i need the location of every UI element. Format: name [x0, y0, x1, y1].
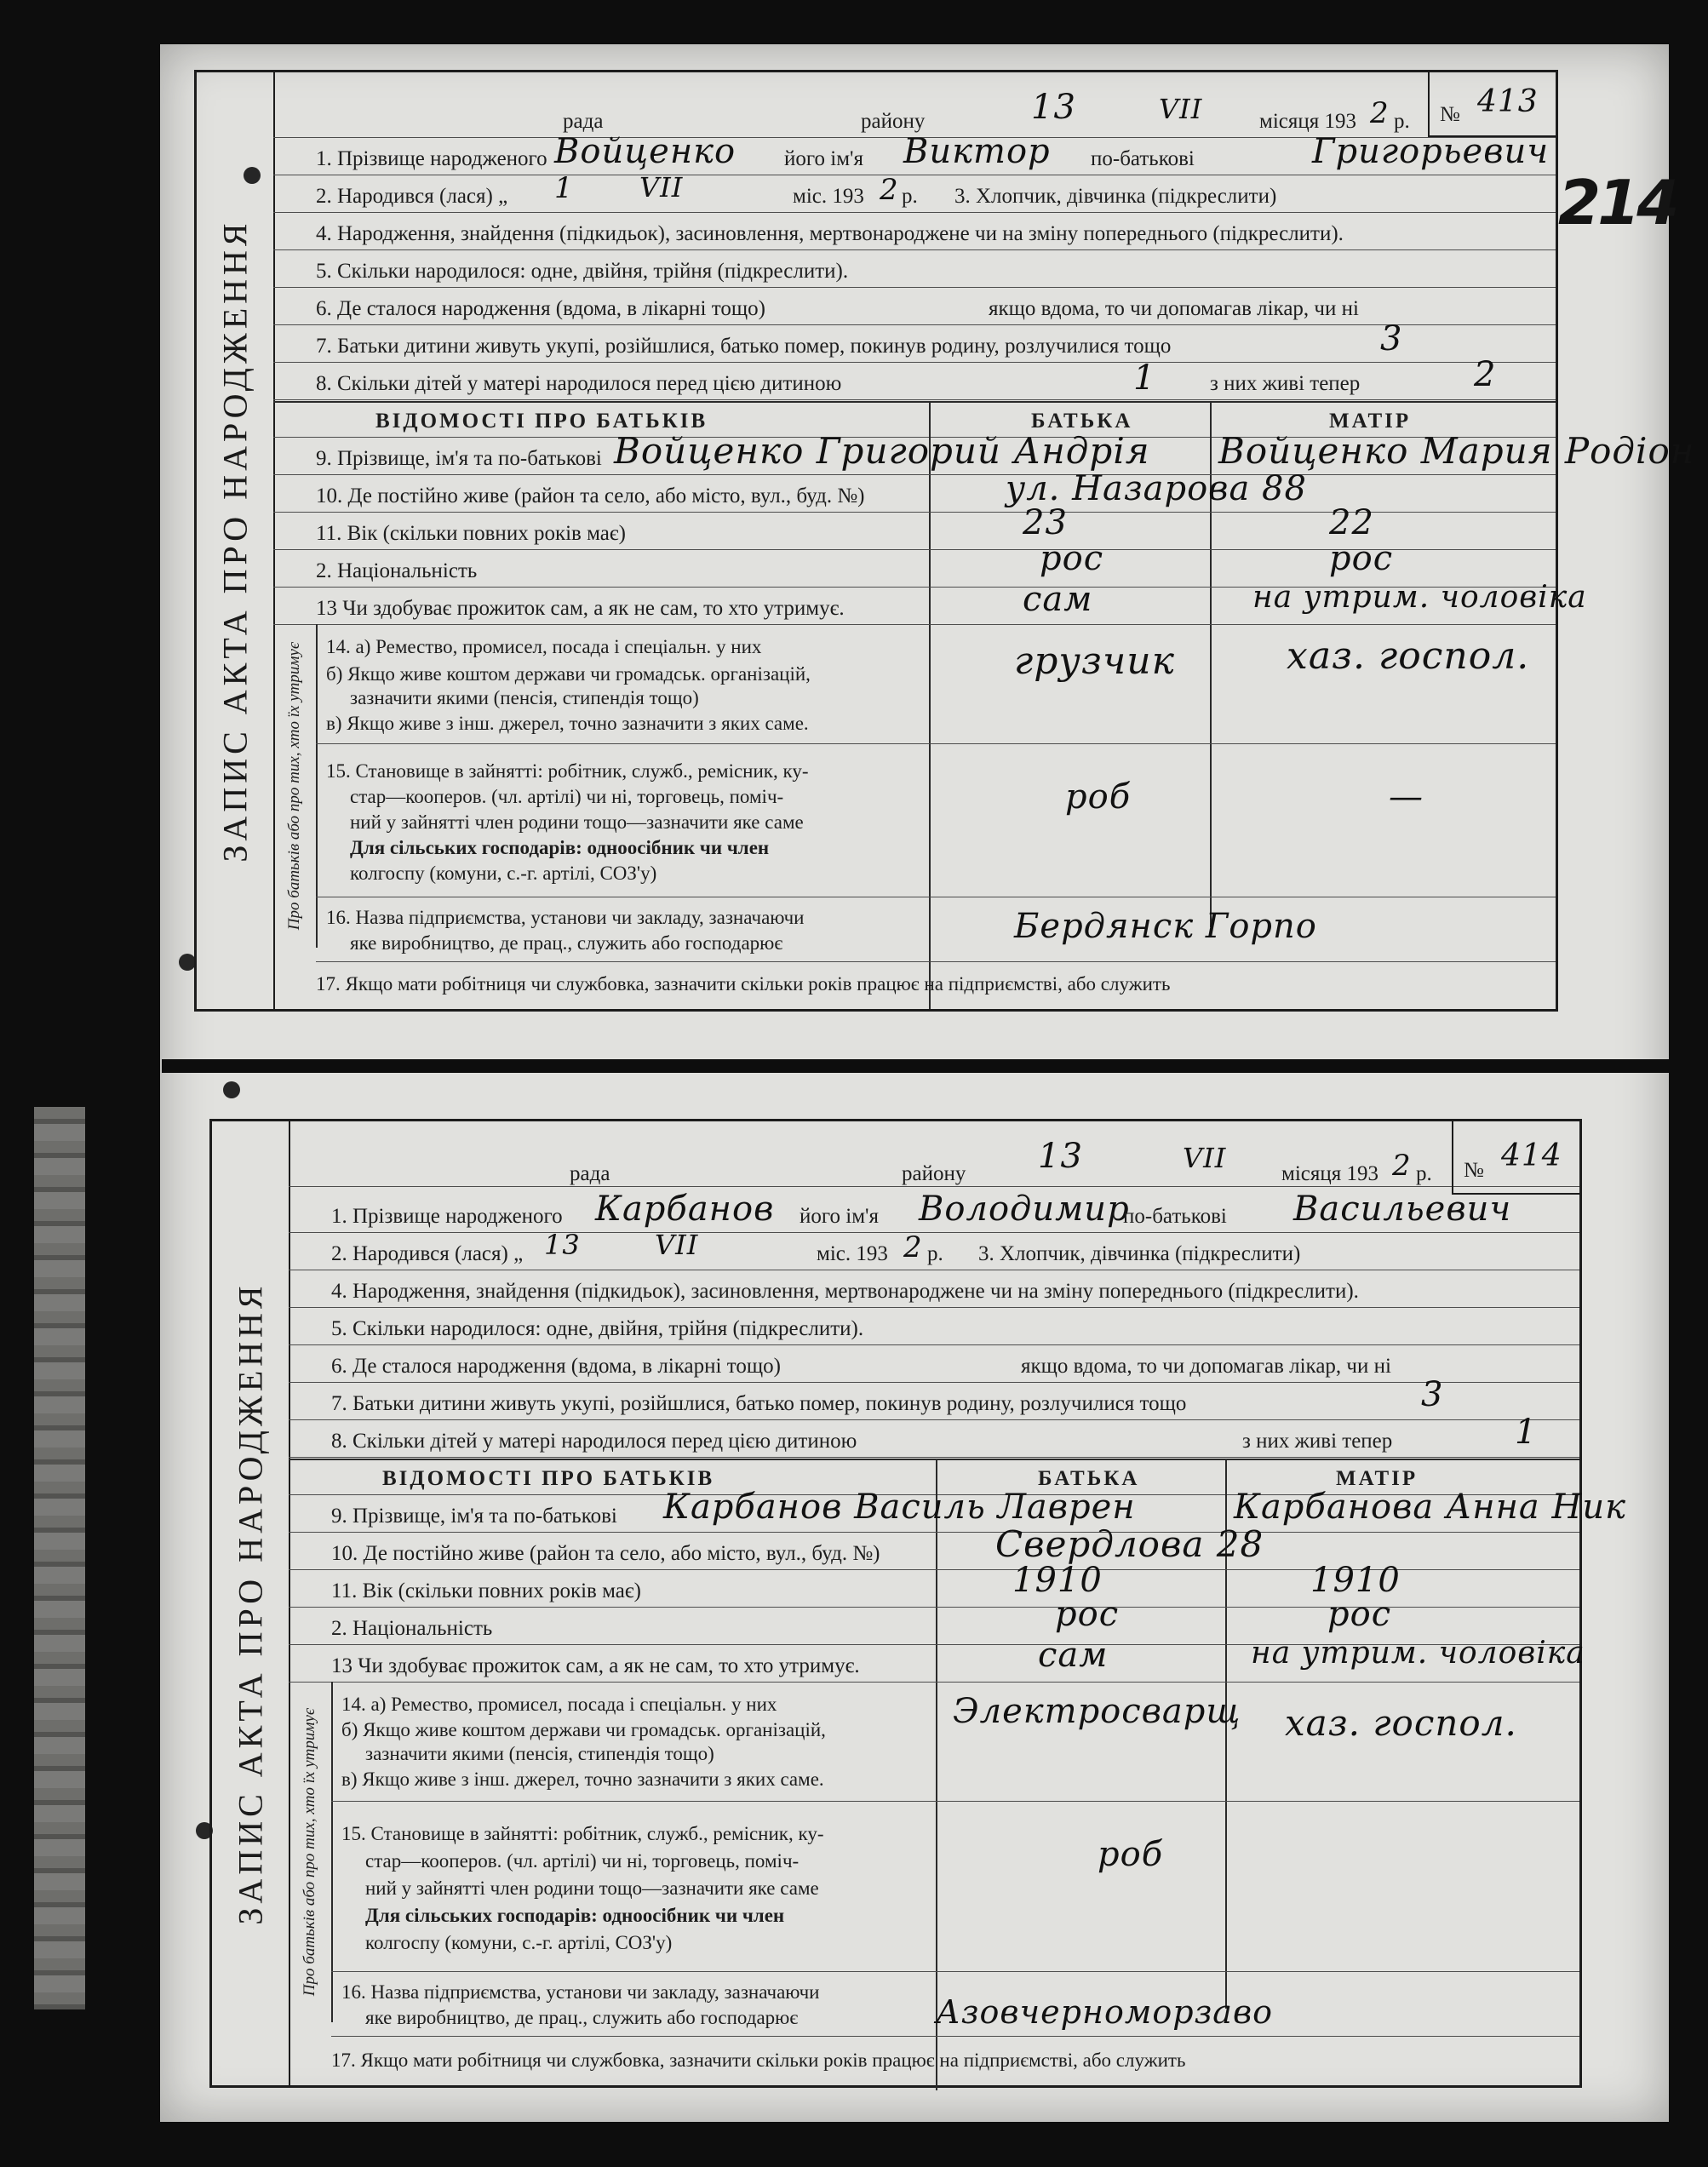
line-4 — [289, 1270, 1579, 1308]
father-header: БАТЬКА — [1038, 1467, 1140, 1490]
label-sex: 3. Хлопчик, дівчинка (підкреслити) — [978, 1242, 1301, 1265]
mother-header: МАТІР — [1336, 1467, 1419, 1490]
number-sign: № — [1440, 103, 1460, 126]
label-birth-place: 6. Де сталося народження (вдома, в лікарні тощо) — [331, 1355, 781, 1378]
label-trade: 14. а) Ремество, промисел, посада і спеціальн. у них — [326, 636, 762, 657]
mother-support: на утрим. чоловіка — [1251, 1636, 1585, 1671]
born-year-digit: 2 — [880, 173, 899, 207]
label-children-alive: з них живі тепер — [1242, 1430, 1393, 1453]
line-8 — [289, 1413, 1579, 1458]
label-born: 2. Народився (лася) „ — [331, 1242, 524, 1265]
label-nationality: 2. Національність — [331, 1617, 493, 1640]
label-nationality: 2. Національність — [316, 559, 478, 582]
label-surname: 1. Прізвище народженого — [331, 1205, 563, 1228]
sub-side-label: Про батьків або про тих, хто їх утримує — [301, 1707, 318, 1997]
form-side-panel — [212, 1121, 290, 2085]
mother-full-name: Карбанова Анна Ник — [1234, 1488, 1627, 1527]
line-2 — [273, 171, 1556, 213]
mother-trade: хаз. госпол. — [1287, 634, 1530, 678]
label-children-alive: з них живі тепер — [1210, 372, 1361, 395]
address: Свердлова 28 — [995, 1523, 1264, 1565]
mother-age: 22 — [1329, 503, 1374, 542]
child-name: Виктор — [903, 132, 1051, 171]
rayonu-label: району — [861, 110, 926, 133]
parents-header-label: ВІДОМОСТІ ПРО БАТЬКІВ — [382, 1467, 715, 1490]
label-born: 2. Народився (лася) „ — [316, 185, 508, 208]
label-cooperative: стар—кооперов. (чл. артілі) чи ні, торговець, поміч- — [365, 1850, 800, 1872]
label-production: яке виробництво, де прац., служить або господарює — [350, 932, 783, 954]
row-17 — [289, 2036, 1579, 2080]
mother-support: на утрим. чоловіка — [1252, 580, 1587, 615]
father-trade: грузчик — [1014, 639, 1175, 683]
label-mother-work-years: 17. Якщо мати робітниця чи службовка, зазначити скільки років працює на підприємстві, або служить — [316, 973, 1171, 995]
label-occupation: 15. Становище в зайнятті: робітник, служб., ремісник, ку- — [326, 760, 809, 782]
record-year-digit: 2 — [1370, 96, 1390, 130]
header-row — [289, 1121, 1579, 1187]
label-farmers: Для сільських господарів: одноосібник чи член — [365, 1905, 785, 1926]
sub-side-label: Про батьків або про тих, хто їх утримує — [285, 641, 303, 931]
label-family-helper: ний у зайнятті член родини тощо—зазначити яке саме — [350, 811, 804, 833]
line-4 — [273, 212, 1556, 250]
line-2 — [289, 1229, 1579, 1270]
label-surname: 1. Прізвище народженого — [316, 147, 547, 170]
born-year-digit: 2 — [903, 1230, 923, 1264]
punch-hole — [179, 954, 196, 971]
record-number-box — [1428, 72, 1556, 137]
form-side-title: ЗАПИС АКТА ПРО НАРОДЖЕННЯ — [231, 1281, 270, 1925]
label-patronymic: по-батькові — [1123, 1205, 1227, 1228]
sub-side-panel — [273, 624, 318, 948]
row-9 — [289, 1488, 1627, 1533]
father-age: 1910 — [1012, 1561, 1103, 1600]
child-patronymic: Васильевич — [1293, 1190, 1512, 1229]
record-number: 414 — [1501, 1138, 1562, 1173]
sub-side-panel — [289, 1682, 333, 2022]
line-5 — [273, 249, 1556, 288]
record-year-digit: 2 — [1392, 1149, 1412, 1183]
born-month: VII — [639, 171, 684, 204]
label-parents-status: 7. Батьки дитини живуть укупі, розійшлися, батько помер, покинув родину, розлучилися тощо — [331, 1392, 1187, 1415]
children-before: 1 — [1133, 358, 1156, 398]
label-multiples: 5. Скільки народилося: одне, двійня, трійня (підкреслити). — [331, 1317, 864, 1340]
row-16 — [331, 1971, 1579, 2037]
form-side-panel — [197, 72, 275, 1009]
record-day: 13 — [1031, 88, 1076, 127]
father-position: роб — [1098, 1835, 1164, 1874]
label-state-support: б) Якщо живе коштом держави чи громадськ. організацій, — [326, 663, 811, 685]
children-alive: 2 — [1474, 355, 1497, 394]
record-month: VII — [1159, 93, 1203, 125]
label-children-before: 8. Скільки дітей у матері народилося перед цією дитиною — [331, 1430, 857, 1453]
label-doctor: якщо вдома, то чи допомагав лікар, чи ні — [989, 297, 1359, 320]
label-support: 13 Чи здобуває прожиток сам, а як не сам, то хто утримує. — [316, 597, 845, 620]
child-surname: Войценко — [554, 132, 737, 171]
line-6 — [289, 1344, 1579, 1383]
father-workplace: Азовчерноморзаво — [936, 1993, 1273, 2031]
children-alive: 1 — [1515, 1413, 1538, 1452]
label-mother-work-years: 17. Якщо мати робітниця чи службовка, зазначити скільки років працює на підприємстві, або служить — [331, 2049, 1186, 2071]
label-full-name: 9. Прізвище, ім'я та по-батькові — [316, 447, 602, 470]
child-name: Володимир — [919, 1190, 1130, 1229]
torn-paper-edge — [34, 1107, 85, 2009]
misyatsya-label: місяця 193 — [1281, 1162, 1378, 1185]
mother-full-name: Войценко Мария Родіон — [1218, 430, 1695, 472]
father-age: 23 — [1023, 503, 1068, 542]
label-cooperative: стар—кооперов. (чл. артілі) чи ні, торговець, поміч- — [350, 786, 784, 807]
mother-nationality: рос — [1327, 1595, 1392, 1634]
label-workplace: 16. Назва підприємства, установи чи закладу, зазначаючи — [341, 1981, 820, 2003]
label-family-helper: ний у зайнятті член родини тощо—зазначити яке саме — [365, 1877, 819, 1899]
label-name: його ім'я — [800, 1205, 880, 1228]
father-full-name: Карбанов Василь Лаврен — [663, 1488, 1136, 1527]
line-6 — [273, 287, 1556, 325]
label-sex: 3. Хлопчик, дівчинка (підкреслити) — [954, 185, 1277, 208]
label-parents-status: 7. Батьки дитини живуть укупі, розійшлися, батько помер, покинув родину, розлучилися тощо — [316, 335, 1172, 358]
label-born-month: міс. 193 — [793, 185, 864, 208]
label-pension: зазначити якими (пенсія, стипендія тощо) — [365, 1743, 714, 1764]
row-9 — [273, 430, 1695, 475]
row-17 — [273, 961, 1556, 1004]
label-pension: зазначити якими (пенсія, стипендія тощо) — [350, 687, 699, 708]
father-trade: Электросварщ — [953, 1692, 1241, 1731]
born-day: 13 — [544, 1229, 581, 1261]
label-address: 10. Де постійно живе (район та село, або місто, вул., буд. №) — [316, 484, 865, 507]
label-address: 10. Де постійно живе (район та село, або місто, вул., буд. №) — [331, 1542, 880, 1565]
rada-label: рада — [563, 110, 604, 133]
father-position: роб — [1065, 777, 1132, 817]
label-kolkhoz: колгоспу (комуни, с.-г. артілі, СОЗ'у) — [365, 1932, 673, 1953]
label-farmers: Для сільських господарів: одноосібник чи член — [350, 837, 770, 858]
label-name: його ім'я — [784, 147, 864, 170]
line-5 — [289, 1307, 1579, 1345]
label-support: 13 Чи здобуває прожиток сам, а як не сам, то хто утримує. — [331, 1654, 860, 1677]
father-nationality: рос — [1040, 539, 1104, 578]
row-13 — [289, 1636, 1585, 1683]
mother-trade: хаз. госпол. — [1285, 1702, 1517, 1744]
row-13 — [273, 580, 1587, 625]
record-month: VII — [1183, 1142, 1227, 1174]
r-label: р. — [1394, 110, 1410, 133]
line-7 — [289, 1375, 1579, 1420]
row-15 — [316, 743, 1556, 897]
row-14 — [316, 624, 1556, 744]
born-day: 1 — [554, 171, 574, 205]
record-day: 13 — [1038, 1137, 1083, 1176]
born-month: VII — [655, 1229, 699, 1261]
r-label: р. — [1416, 1162, 1432, 1185]
row-15 — [331, 1801, 1579, 1972]
label-birth-type: 4. Народження, знайдення (підкидьок), засиновлення, мертвонароджене чи на зміну попереднього (підкреслити). — [331, 1280, 1359, 1303]
label-birth-type: 4. Народження, знайдення (підкидьок), засиновлення, мертвонароджене чи на зміну попереднього (підкреслити). — [316, 222, 1344, 245]
label-doctor: якщо вдома, то чи допомагав лікар, чи ні — [1021, 1355, 1391, 1378]
label-full-name: 9. Прізвище, ім'я та по-батькові — [331, 1505, 617, 1528]
label-production: яке виробництво, де прац., служить або господарює — [365, 2007, 799, 2028]
record-number-box — [1452, 1121, 1579, 1195]
label-other-source: в) Якщо живе з інш. джерел, точно зазначити з яких саме. — [326, 713, 809, 734]
birth-record-form-2 — [209, 1119, 1627, 2088]
child-patronymic: Григорьевич — [1312, 132, 1550, 171]
father-full-name: Войценко Григорий Андрія — [614, 430, 1150, 472]
label-trade: 14. а) Ремество, промисел, посада і спеціальн. у них — [341, 1694, 777, 1715]
label-kolkhoz: колгоспу (комуни, с.-г. артілі, СОЗ'у) — [350, 863, 657, 884]
number-sign: № — [1464, 1159, 1484, 1182]
line-1 — [273, 132, 1556, 175]
rada-label: рада — [570, 1162, 610, 1185]
label-patronymic: по-батькові — [1091, 147, 1195, 170]
line-1 — [289, 1190, 1579, 1233]
label-birth-place: 6. Де сталося народження (вдома, в лікарні тощо) — [316, 297, 765, 320]
line-7 — [273, 319, 1556, 363]
father-nationality: рос — [1055, 1595, 1120, 1634]
label-state-support: б) Якщо живе коштом держави чи громадськ. організацій, — [341, 1719, 826, 1740]
label-born-month: міс. 193 — [817, 1242, 888, 1265]
form-content — [289, 1121, 1627, 2085]
rayonu-label: району — [902, 1162, 966, 1185]
label-other-source: в) Якщо живе з інш. джерел, точно зазначити з яких саме. — [341, 1769, 824, 1790]
line-8 — [273, 355, 1556, 400]
father-support: сам — [1023, 580, 1093, 619]
mother-nationality: рос — [1329, 539, 1394, 578]
child-surname: Карбанов — [595, 1190, 775, 1229]
parents-status: 3 — [1421, 1375, 1444, 1414]
form-side-title: ЗАПИС АКТА ПРО НАРОДЖЕННЯ — [215, 219, 255, 863]
header-row — [273, 72, 1556, 138]
row-14 — [331, 1682, 1579, 1802]
father-workplace: Бердянск Горпо — [1014, 907, 1317, 946]
label-workplace: 16. Назва підприємства, установи чи закладу, зазначаючи — [326, 907, 805, 928]
mother-header: МАТІР — [1329, 410, 1412, 433]
label-year: р. — [927, 1242, 943, 1265]
parents-status: 3 — [1380, 319, 1403, 358]
father-support: сам — [1038, 1636, 1109, 1675]
archive-number: 214 — [1558, 167, 1676, 238]
label-year: р. — [902, 185, 918, 208]
label-multiples: 5. Скільки народилося: одне, двійня, трійня (підкреслити). — [316, 260, 849, 283]
misyatsya-label: місяця 193 — [1259, 110, 1356, 133]
label-children-before: 8. Скільки дітей у матері народилося перед цією дитиною — [316, 372, 842, 395]
fold-gap — [162, 1059, 1671, 1073]
father-header: БАТЬКА — [1031, 410, 1133, 433]
label-age: 11. Вік (скільки повних років має) — [316, 522, 626, 545]
label-age: 11. Вік (скільки повних років має) — [331, 1579, 641, 1602]
row-16 — [316, 897, 1556, 962]
mother-position: — — [1389, 777, 1424, 817]
address: ул. Назарова 88 — [1006, 469, 1307, 508]
record-number: 413 — [1477, 84, 1539, 119]
mother-age: 1910 — [1310, 1561, 1401, 1600]
punch-hole — [223, 1081, 240, 1098]
parents-header-label: ВІДОМОСТІ ПРО БАТЬКІВ — [375, 410, 708, 433]
label-occupation: 15. Становище в зайнятті: робітник, служб., ремісник, ку- — [341, 1823, 824, 1844]
